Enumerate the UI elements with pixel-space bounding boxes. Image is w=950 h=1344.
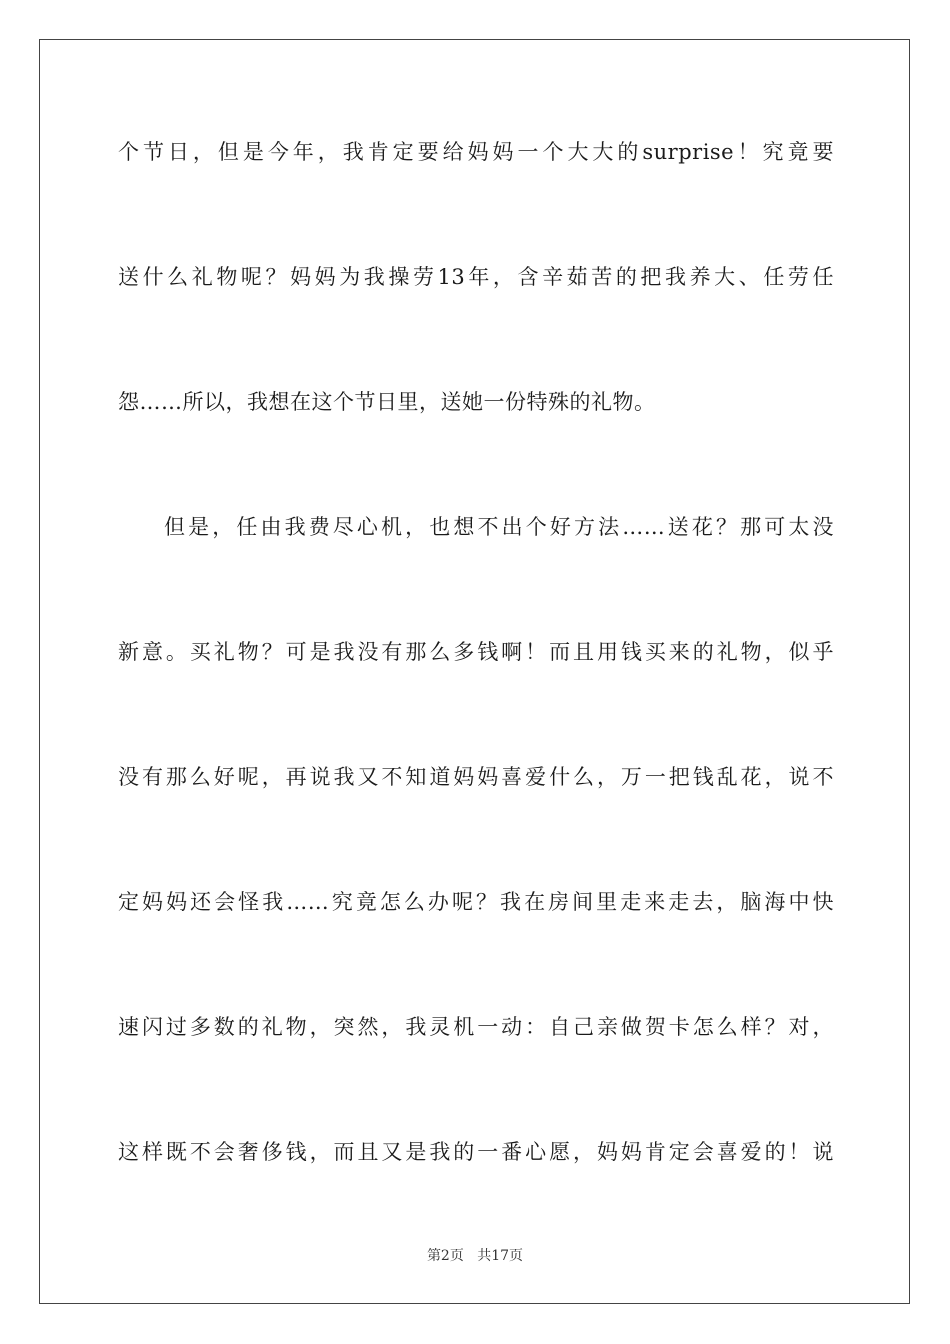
paragraph-first-line: 但是，任由我费尽心机，也想不出个好方法……送花？那可太没 bbox=[164, 515, 834, 539]
text-line: 定妈妈还会怪我……究竟怎么办呢？我在房间里走来走去，脑海中快 bbox=[118, 890, 834, 914]
text-line: 送什么礼物呢？妈妈为我操劳13年，含辛茹苦的把我养大、任劳任 bbox=[118, 265, 834, 289]
text-line: 这样既不会奢侈钱，而且又是我的一番心愿，妈妈肯定会喜爱的！说 bbox=[118, 1140, 834, 1164]
text-line: 没有那么好呢，再说我又不知道妈妈喜爱什么，万一把钱乱花，说不 bbox=[118, 765, 834, 789]
text-line: 个节日，但是今年，我肯定要给妈妈一个大大的surprise！究竟要 bbox=[118, 140, 834, 164]
text-line: 新意。买礼物？可是我没有那么多钱啊！而且用钱买来的礼物，似乎 bbox=[118, 640, 834, 664]
page-total: 共17页 bbox=[477, 1248, 524, 1264]
text-line: 怨……所以，我想在这个节日里，送她一份特殊的礼物。 bbox=[118, 390, 656, 414]
page-number: 第2页 bbox=[426, 1248, 464, 1264]
text-line: 速闪过多数的礼物，突然，我灵机一动：自己亲做贺卡怎么样？对， bbox=[118, 1015, 834, 1039]
page-footer bbox=[0, 1246, 950, 1266]
page-frame bbox=[39, 39, 910, 1304]
